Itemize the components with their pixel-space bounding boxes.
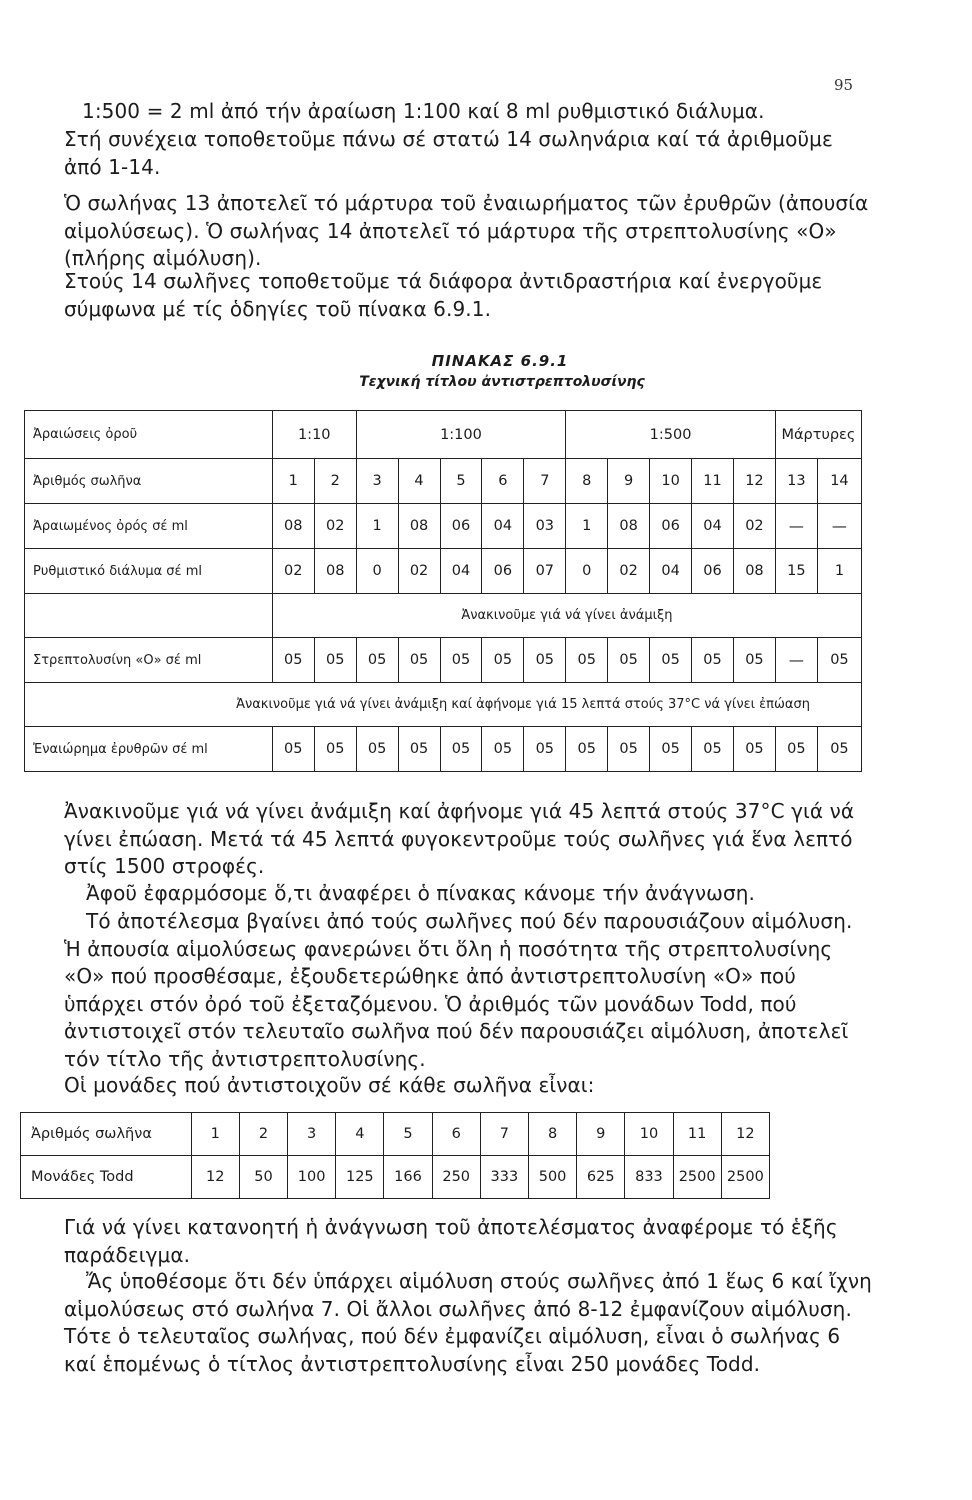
tube-cell: 12: [733, 459, 775, 504]
units-todd-cell: 12: [191, 1156, 239, 1199]
buffer-cell: 15: [775, 549, 817, 594]
units-todd-row: [21, 1156, 770, 1199]
streptolysin-cell: 05: [566, 638, 608, 683]
buffer-cell: 0: [566, 549, 608, 594]
dilution-label: Ἀραιώσεις ὀροῦ: [25, 411, 273, 459]
serum-cell: 03: [524, 504, 566, 549]
intro-paragraph-controls: Ὁ σωλήνας 13 ἀποτελεῖ τό μάρτυρα τοῦ ἐναιωρήματος τῶν ἐρυθρῶν (ἀπουσία αἱμολύσεως). Ὁ σωλήνας 14 ἀποτελεῖ τό μάρτυρα τῆς στρεπτολυσίνης «Ο» (πλήρης αἱμόλυση).: [64, 191, 869, 270]
units-tube-cell: 1: [191, 1113, 239, 1156]
rbc-cell: 05: [733, 727, 775, 772]
rbc-suspension-label: Ἐναιώρημα ἐρυθρῶν σέ ml: [25, 727, 273, 772]
units-todd-cell: 166: [384, 1156, 432, 1199]
units-tube-cell: 6: [432, 1113, 480, 1156]
units-todd-cell: 333: [480, 1156, 528, 1199]
tube-cell: 2: [314, 459, 356, 504]
buffer-cell: 0: [356, 549, 398, 594]
tube-cell: 4: [398, 459, 440, 504]
example-intro-paragraph: Γιά νά γίνει κατανοητή ἡ ἀνάγνωση τοῦ ἀποτελέσματος ἀναφέρομε τό ἑξῆς παράδειγμα.: [64, 1215, 838, 1267]
dilution-1-10: 1:10: [272, 411, 356, 459]
tube-cell: 13: [775, 459, 817, 504]
units-tube-cell: 8: [528, 1113, 576, 1156]
tube-cell: 6: [482, 459, 524, 504]
buffer-cell: 1: [817, 549, 861, 594]
units-todd-cell: 100: [288, 1156, 336, 1199]
serum-cell: 06: [650, 504, 692, 549]
rbc-cell: 05: [566, 727, 608, 772]
intro-paragraph-dilution: 1:500 = 2 ml ἀπό τήν ἀραίωση 1:100 καί 8 ml ρυθμιστικό διάλυμα.: [82, 99, 765, 123]
buffer-cell: 02: [272, 549, 314, 594]
units-tube-row: [21, 1113, 770, 1156]
rbc-cell: 05: [398, 727, 440, 772]
buffer-cell: 04: [440, 549, 482, 594]
units-todd-cell: 2500: [721, 1156, 769, 1199]
streptolysin-cell: 05: [817, 638, 861, 683]
serum-cell: 04: [692, 504, 734, 549]
rbc-cell: 05: [314, 727, 356, 772]
serum-cell: 06: [440, 504, 482, 549]
tube-cell: 11: [692, 459, 734, 504]
streptolysin-cell: 05: [608, 638, 650, 683]
streptolysin-cell: 05: [650, 638, 692, 683]
reading-paragraph: Ἀφοῦ ἐφαρμόσομε ὅ,τι ἀναφέρει ὁ πίνακας κάνομε τήν ἀνάγνωση.: [86, 881, 755, 905]
units-todd-cell: 500: [528, 1156, 576, 1199]
tube-cell: 7: [524, 459, 566, 504]
intro-paragraph-tubes: Στή συνέχεια τοποθετοῦμε πάνω σέ στατώ 14 σωληνάρια καί τά ἀριθμοῦμε ἀπό 1-14.: [64, 127, 833, 179]
todd-units-table: [20, 1112, 770, 1199]
rbc-cell: 05: [272, 727, 314, 772]
tube-cell: 3: [356, 459, 398, 504]
tube-number-label: Ἀριθμός σωλῆνα: [25, 459, 273, 504]
units-tube-cell: 7: [480, 1113, 528, 1156]
units-tube-cell: 9: [577, 1113, 625, 1156]
rbc-suspension-row: [25, 727, 862, 772]
rbc-cell: 05: [440, 727, 482, 772]
buffer-cell: 07: [524, 549, 566, 594]
buffer-cell: 04: [650, 549, 692, 594]
buffer-label: Ρυθμιστικό διάλυμα σέ ml: [25, 549, 273, 594]
streptolysin-cell: 05: [733, 638, 775, 683]
units-todd-cell: 125: [336, 1156, 384, 1199]
intro-paragraph-reagents: Στούς 14 σωλῆνες τοποθετοῦμε τά διάφορα ἀντιδραστήρια καί ἐνεργοῦμε σύμφωνα μέ τίς ὁδηγίες τοῦ πίνακα 6.9.1.: [64, 269, 823, 321]
table-caption-subtitle: Τεχνική τίτλου ἀντιστρεπτολυσίνης: [359, 374, 645, 390]
serum-cell: 08: [272, 504, 314, 549]
blank-cell: [25, 594, 273, 638]
units-tube-cell: 5: [384, 1113, 432, 1156]
tube-cell: 9: [608, 459, 650, 504]
serum-cell: —: [775, 504, 817, 549]
streptolysin-cell: —: [775, 638, 817, 683]
rbc-cell: 05: [524, 727, 566, 772]
streptolysin-row: [25, 638, 862, 683]
tube-cell: 10: [650, 459, 692, 504]
streptolysin-cell: 05: [272, 638, 314, 683]
incubate-note-row: [25, 683, 862, 727]
table-caption-title: ΠΙΝΑΚΑΣ 6.9.1: [431, 352, 569, 370]
rbc-cell: 05: [817, 727, 861, 772]
buffer-cell: 08: [733, 549, 775, 594]
units-todd-cell: 625: [577, 1156, 625, 1199]
buffer-cell: 06: [482, 549, 524, 594]
streptolysin-cell: 05: [314, 638, 356, 683]
streptolysin-label: Στρεπτολυσίνη «Ο» σέ ml: [25, 638, 273, 683]
units-tube-cell: 12: [721, 1113, 769, 1156]
tube-cell: 5: [440, 459, 482, 504]
units-tube-cell: 10: [625, 1113, 673, 1156]
streptolysin-cell: 05: [440, 638, 482, 683]
tube-cell: 14: [817, 459, 861, 504]
diluted-serum-label: Ἀραιωμένος ὀρός σέ ml: [25, 504, 273, 549]
units-todd-cell: 50: [239, 1156, 287, 1199]
tube-cell: 8: [566, 459, 608, 504]
units-todd-label: Μονάδες Todd: [21, 1156, 192, 1199]
units-tube-cell: 11: [673, 1113, 721, 1156]
serum-cell: 08: [608, 504, 650, 549]
units-todd-cell: 250: [432, 1156, 480, 1199]
serum-cell: 08: [398, 504, 440, 549]
serum-cell: 1: [356, 504, 398, 549]
buffer-row: [25, 549, 862, 594]
tube-number-row: [25, 459, 862, 504]
rbc-cell: 05: [650, 727, 692, 772]
tube-cell: 1: [272, 459, 314, 504]
units-todd-cell: 2500: [673, 1156, 721, 1199]
units-tube-cell: 3: [288, 1113, 336, 1156]
rbc-cell: 05: [608, 727, 650, 772]
rbc-cell: 05: [482, 727, 524, 772]
streptolysin-cell: 05: [398, 638, 440, 683]
units-tube-label: Ἀριθμός σωλῆνα: [21, 1113, 192, 1156]
serum-cell: 1: [566, 504, 608, 549]
example-paragraph: Ἄς ὑποθέσομε ὅτι δέν ὑπάρχει αἱμόλυση στούς σωλῆνες ἀπό 1 ἕως 6 καί ἴχνη αἱμολύσεως στό σωλήνα 7. Οἱ ἄλλοι σωλῆνες ἀπό 8-12 ἐμφανίζουν αἱμόλυση. Τότε ὁ τελευταῖος σωλήνας, πού δέν ἐμφανίζει αἱμόλυση, εἶναι ὁ σωλήνας 6 καί ἑπομένως ὁ τίτλος ἀντιστρεπτολυσίνης εἶναι 250 μονάδες Todd.: [64, 1269, 872, 1376]
page-number: 95: [834, 76, 854, 94]
buffer-cell: 08: [314, 549, 356, 594]
antistreptolysin-technique-table: [24, 410, 862, 772]
units-tube-cell: 2: [239, 1113, 287, 1156]
controls-header: Μάρτυρες: [775, 411, 861, 459]
buffer-cell: 02: [608, 549, 650, 594]
units-intro-paragraph: Οἱ μονάδες πού ἀντιστοιχοῦν σέ κάθε σωλῆνα εἶναι:: [64, 1073, 595, 1097]
rbc-cell: 05: [356, 727, 398, 772]
serum-cell: —: [817, 504, 861, 549]
streptolysin-cell: 05: [524, 638, 566, 683]
serum-cell: 02: [314, 504, 356, 549]
streptolysin-cell: 05: [692, 638, 734, 683]
mix-note: Ἀνακινοῦμε γιά νά γίνει ἀνάμιξη: [272, 594, 861, 638]
dilution-1-500: 1:500: [566, 411, 776, 459]
streptolysin-cell: 05: [356, 638, 398, 683]
rbc-cell: 05: [775, 727, 817, 772]
incubate-note: Ἀνακινοῦμε γιά νά γίνει ἀνάμιξη καί ἀφήνομε γιά 15 λεπτά στούς 37°C νά γίνει ἐπώαση: [25, 683, 862, 727]
dilution-1-100: 1:100: [356, 411, 566, 459]
diluted-serum-row: [25, 504, 862, 549]
rbc-cell: 05: [692, 727, 734, 772]
incubation-paragraph: Ἀνακινοῦμε γιά νά γίνει ἀνάμιξη καί ἀφήνομε γιά 45 λεπτά στούς 37°C γιά νά γίνει ἐπώαση. Μετά τά 45 λεπτά φυγοκεντροῦμε τούς σωλῆνες γιά ἕνα λεπτό στίς 1500 στροφές.: [64, 799, 855, 878]
units-tube-cell: 4: [336, 1113, 384, 1156]
units-todd-cell: 833: [625, 1156, 673, 1199]
mix-note-row: [25, 594, 862, 638]
dilution-row: [25, 411, 862, 459]
buffer-cell: 06: [692, 549, 734, 594]
streptolysin-cell: 05: [482, 638, 524, 683]
serum-cell: 04: [482, 504, 524, 549]
buffer-cell: 02: [398, 549, 440, 594]
serum-cell: 02: [733, 504, 775, 549]
result-paragraph: Τό ἀποτέλεσμα βγαίνει ἀπό τούς σωλῆνες πού δέν παρουσιάζουν αἱμόλυση. Ἡ ἀπουσία αἱμολύσεως φανερώνει ὅτι ὅλη ἡ ποσότητα τῆς στρεπτολυσίνης «Ο» πού προσθέσαμε, ἐξουδετερώθηκε ἀπό ἀντιστρεπτολυσίνη «Ο» πού ὑπάρχει στόν ὀρό τοῦ ἐξεταζόμενου. Ὁ ἀριθμός τῶν μονάδων Todd, πού ἀντιστοιχεῖ στόν τελευταῖο σωλῆνα πού δέν παρουσιάζει αἱμόλυση, ἀποτελεῖ τόν τίτλο τῆς ἀντιστρεπτολυσίνης.: [64, 909, 853, 1071]
